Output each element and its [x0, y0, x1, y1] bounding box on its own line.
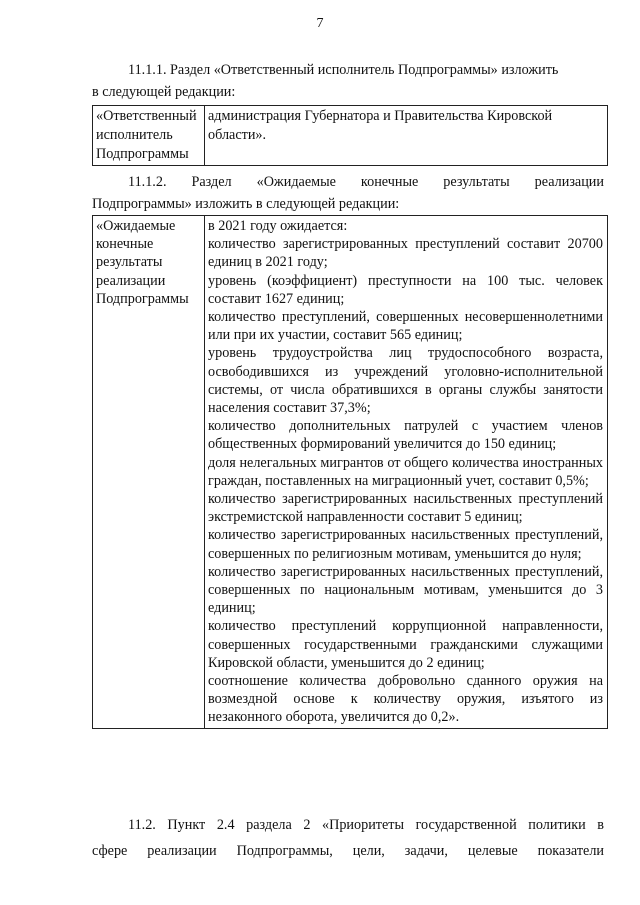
page-number: 7 — [316, 16, 324, 31]
result-item: в 2021 году ожидается: — [208, 218, 348, 234]
result-item: соотношение количества добровольно сданного оружия на возмездной основе к количеству оружия, изъятого из незаконного оборота, увеличится до 0,2». — [208, 673, 603, 726]
section-2-intro-line1: 11.1.2. Раздел «Ожидаемые конечные результаты реализации — [128, 174, 604, 190]
responsible-executor-label: «Ответственный исполнитель Подпрограммы — [93, 106, 205, 166]
expected-results-content — [205, 216, 608, 729]
section-1-intro-line2: в следующей редакции: — [92, 84, 236, 100]
section-3-line2: сфере реализации Подпрограммы, цели, задачи, целевые показатели — [92, 843, 604, 859]
responsible-executor-table — [92, 105, 608, 166]
result-item: количество преступлений, совершенных несовершеннолетними или при их участии, составит 565 единиц; — [208, 309, 603, 344]
result-item: количество зарегистрированных насильственных преступлений, совершенных по национальным мотивам, уменьшится до 3 единиц; — [208, 563, 603, 617]
result-item: доля нелегальных мигрантов от общего количества иностранных граждан, поставленных на миграционный учет, составит 0,5%; — [208, 454, 603, 489]
result-item: уровень трудоустройства лиц трудоспособного возраста, освободившихся из учреждений уголовно-исполнительной системы, от числа обратившихся в органы службы занятости населения составит 37,3%; — [208, 345, 603, 417]
result-item: количество преступлений коррупционной направленности, совершенных государственными гражданскими служащими Кировской области, уменьшится до 2 единиц; — [208, 618, 603, 671]
result-item: количество зарегистрированных насильственных преступлений экстремистской направленности составит 5 единиц; — [208, 491, 603, 526]
section-3-line1: 11.2. Пункт 2.4 раздела 2 «Приоритеты государственной политики в — [128, 817, 604, 833]
result-item: уровень (коэффициент) преступности на 100 тыс. человек составит 1627 единиц; — [208, 272, 603, 307]
result-item: количество зарегистрированных насильственных преступлений, совершенных по религиозным мотивам, уменьшится до нуля; — [208, 527, 603, 562]
result-item: количество зарегистрированных преступлений составит 20700 единиц в 2021 году; — [208, 236, 603, 271]
responsible-executor-value: администрация Губернатора и Правительства Кировской области». — [205, 106, 608, 166]
expected-results-label: «Ожидаемые конечные результаты реализации Подпрограммы — [93, 216, 205, 729]
section-1-intro — [92, 60, 604, 102]
result-item: количество дополнительных патрулей с участием членов общественных формирований увеличится до 150 единиц; — [208, 418, 603, 453]
section-3-paragraph — [92, 812, 604, 864]
section-2-intro-line2: Подпрограммы» изложить в следующей редакции: — [92, 196, 400, 212]
section-1-intro-line1: 11.1.1. Раздел «Ответственный исполнитель Подпрограммы» изложить — [128, 62, 559, 78]
expected-results-table — [92, 215, 608, 729]
section-2-intro — [92, 172, 604, 214]
